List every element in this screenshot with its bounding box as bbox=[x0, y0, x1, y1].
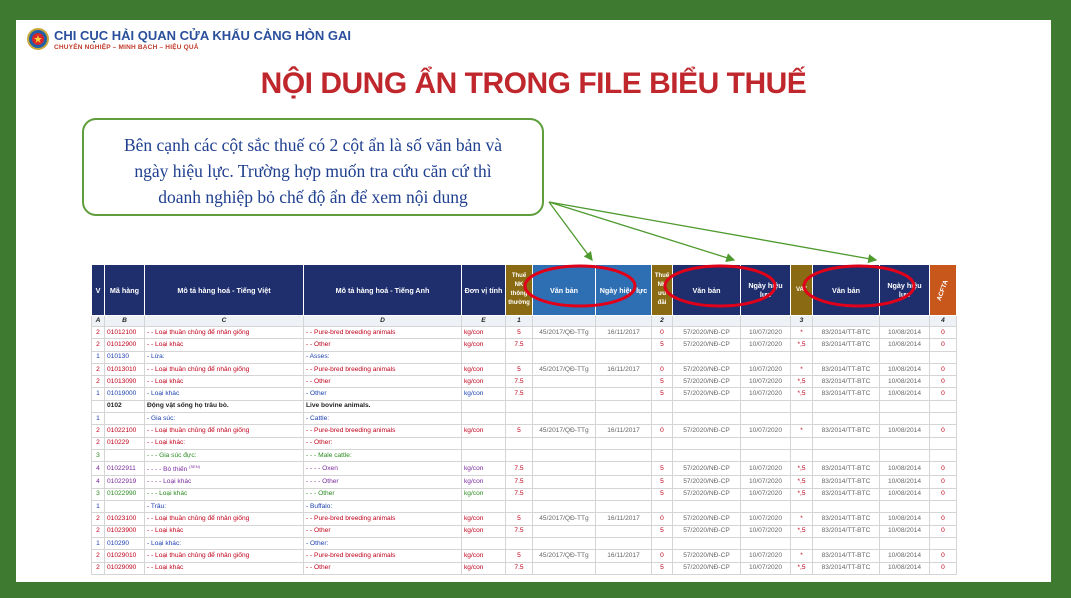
mfn-rate-cell[interactable]: 7.5 bbox=[506, 476, 533, 488]
desc-vi-cell[interactable]: - Gia súc: bbox=[145, 413, 304, 425]
hs-code-cell[interactable]: 01022911 bbox=[105, 462, 145, 476]
level-cell[interactable]: 3 bbox=[92, 488, 105, 500]
level-cell[interactable]: 3 bbox=[92, 449, 105, 461]
pref-date-cell[interactable]: 10/07/2020 bbox=[741, 388, 791, 400]
vat-cell[interactable]: * bbox=[791, 513, 813, 525]
level-cell[interactable]: 1 bbox=[92, 351, 105, 363]
acfta-cell[interactable]: 0 bbox=[930, 562, 957, 574]
pref-date-cell[interactable]: 10/07/2020 bbox=[741, 513, 791, 525]
callout-line: ngày hiệu lực. Trường hợp muốn tra cứu căn cứ thì bbox=[134, 161, 492, 181]
mfn-date-cell[interactable]: 16/11/2017 bbox=[596, 550, 652, 562]
pref-rate-cell[interactable]: 0 bbox=[652, 425, 673, 437]
vat-cell[interactable]: *,5 bbox=[791, 388, 813, 400]
hs-code-cell[interactable]: 01022100 bbox=[105, 425, 145, 437]
desc-vi-cell[interactable]: Động vật sống họ trâu bò. bbox=[145, 400, 304, 412]
pref-rate-cell[interactable]: 0 bbox=[652, 550, 673, 562]
mfn-doc-cell[interactable]: 45/2017/QĐ-TTg bbox=[533, 550, 596, 562]
column-letter: A bbox=[92, 316, 105, 327]
pref-rate-cell[interactable]: 5 bbox=[652, 525, 673, 537]
vat-cell[interactable]: *,5 bbox=[791, 488, 813, 500]
pref-date-cell[interactable]: 10/07/2020 bbox=[741, 425, 791, 437]
mfn-rate-cell[interactable]: 5 bbox=[506, 327, 533, 339]
mfn-doc-cell[interactable]: 45/2017/QĐ-TTg bbox=[533, 425, 596, 437]
level-cell[interactable]: 2 bbox=[92, 376, 105, 388]
column-letter: 3 bbox=[791, 316, 813, 327]
unit-cell[interactable]: kg/con bbox=[462, 339, 506, 351]
mfn-rate-cell[interactable]: 5 bbox=[506, 425, 533, 437]
unit-cell[interactable]: kg/con bbox=[462, 525, 506, 537]
unit-cell[interactable]: kg/con bbox=[462, 363, 506, 375]
desc-en-cell[interactable]: - - - Male cattle: bbox=[304, 449, 462, 461]
desc-vi-cell[interactable]: - Loại khác bbox=[145, 388, 304, 400]
vat-date-cell[interactable]: 10/08/2014 bbox=[880, 376, 930, 388]
vat-cell[interactable]: *,5 bbox=[791, 562, 813, 574]
desc-en-cell[interactable]: - Other bbox=[304, 388, 462, 400]
hs-code-cell[interactable]: 010290 bbox=[105, 537, 145, 549]
mfn-date-cell[interactable]: 16/11/2017 bbox=[596, 363, 652, 375]
vat-date-cell[interactable]: 10/08/2014 bbox=[880, 513, 930, 525]
vat-cell[interactable]: *,5 bbox=[791, 376, 813, 388]
desc-en-cell[interactable]: - - Other bbox=[304, 525, 462, 537]
vat-doc-cell[interactable]: 83/2014/TT-BTC bbox=[813, 388, 880, 400]
col-header[interactable]: Văn bản bbox=[533, 265, 596, 316]
level-cell[interactable]: 2 bbox=[92, 425, 105, 437]
acfta-cell[interactable]: 0 bbox=[930, 513, 957, 525]
desc-vi-cell[interactable]: - - - Loại khác bbox=[145, 488, 304, 500]
desc-en-cell[interactable]: - - Pure-bred breeding animals bbox=[304, 363, 462, 375]
column-letter: 2 bbox=[652, 316, 673, 327]
pref-doc-cell[interactable]: 57/2020/NĐ-CP bbox=[673, 363, 741, 375]
desc-en-cell[interactable]: Live bovine animals. bbox=[304, 400, 462, 412]
slide-title: NỘI DUNG ẨN TRONG FILE BIỂU THUẾ bbox=[260, 67, 807, 100]
callout-arrows bbox=[16, 20, 1051, 582]
pref-rate-cell[interactable]: 0 bbox=[652, 363, 673, 375]
desc-en-cell[interactable]: - - Other bbox=[304, 562, 462, 574]
acfta-cell[interactable]: 0 bbox=[930, 488, 957, 500]
vat-doc-cell[interactable]: 83/2014/TT-BTC bbox=[813, 550, 880, 562]
vat-doc-cell[interactable]: 83/2014/TT-BTC bbox=[813, 327, 880, 339]
col-header[interactable]: V bbox=[92, 265, 105, 316]
desc-vi-cell[interactable]: - Lừa: bbox=[145, 351, 304, 363]
pref-rate-cell[interactable]: 5 bbox=[652, 339, 673, 351]
acfta-cell[interactable]: 0 bbox=[930, 550, 957, 562]
highlight-oval-3 bbox=[804, 266, 914, 306]
vat-date-cell[interactable]: 10/08/2014 bbox=[880, 476, 930, 488]
desc-vi-cell[interactable]: - - Loại thuần chủng để nhân giống bbox=[145, 327, 304, 339]
vat-doc-cell[interactable]: 83/2014/TT-BTC bbox=[813, 562, 880, 574]
level-cell[interactable]: 2 bbox=[92, 525, 105, 537]
mfn-doc-cell[interactable]: 45/2017/QĐ-TTg bbox=[533, 513, 596, 525]
hs-code-cell[interactable]: 01013090 bbox=[105, 376, 145, 388]
level-cell[interactable]: 2 bbox=[92, 437, 105, 449]
desc-vi-cell[interactable]: - - Loại thuần chủng để nhân giống bbox=[145, 363, 304, 375]
pref-date-cell[interactable]: 10/07/2020 bbox=[741, 327, 791, 339]
col-header[interactable]: Đơn vị tính bbox=[462, 265, 506, 316]
acfta-cell[interactable]: 0 bbox=[930, 363, 957, 375]
pref-rate-cell[interactable]: 5 bbox=[652, 376, 673, 388]
desc-en-cell[interactable]: - - Other bbox=[304, 376, 462, 388]
desc-en-cell[interactable]: - - Pure-bred breeding animals bbox=[304, 425, 462, 437]
acfta-cell[interactable]: 0 bbox=[930, 388, 957, 400]
hs-code-cell[interactable]: 01029090 bbox=[105, 562, 145, 574]
mfn-rate-cell[interactable]: 7.5 bbox=[506, 339, 533, 351]
vat-cell[interactable]: * bbox=[791, 363, 813, 375]
mfn-rate-cell[interactable]: 7.5 bbox=[506, 562, 533, 574]
mfn-rate-cell[interactable]: 5 bbox=[506, 363, 533, 375]
column-letter: C bbox=[145, 316, 304, 327]
unit-cell[interactable]: kg/con bbox=[462, 376, 506, 388]
callout-line: doanh nghiệp bỏ chế độ ẩn để xem nội dung bbox=[158, 187, 468, 207]
desc-en-cell[interactable]: - - - - Other bbox=[304, 476, 462, 488]
desc-en-cell[interactable]: - - Pure-bred breeding animals bbox=[304, 327, 462, 339]
level-cell[interactable]: 1 bbox=[92, 413, 105, 425]
pref-date-cell[interactable]: 10/07/2020 bbox=[741, 339, 791, 351]
pref-rate-cell[interactable]: 5 bbox=[652, 388, 673, 400]
pref-doc-cell[interactable]: 57/2020/NĐ-CP bbox=[673, 476, 741, 488]
pref-date-cell[interactable]: 10/07/2020 bbox=[741, 376, 791, 388]
col-header[interactable]: Ngày hiệu lực bbox=[596, 265, 652, 316]
highlight-oval-1 bbox=[525, 266, 635, 306]
desc-en-cell[interactable]: - Buffalo: bbox=[304, 501, 462, 513]
unit-cell[interactable]: kg/con bbox=[462, 476, 506, 488]
vat-date-cell[interactable]: 10/08/2014 bbox=[880, 562, 930, 574]
desc-vi-cell[interactable]: - - - - Loại khác bbox=[145, 476, 304, 488]
vat-date-cell[interactable]: 10/08/2014 bbox=[880, 363, 930, 375]
highlight-oval-2 bbox=[665, 266, 775, 306]
hs-code-cell[interactable]: 010229 bbox=[105, 437, 145, 449]
pref-doc-cell[interactable]: 57/2020/NĐ-CP bbox=[673, 488, 741, 500]
vat-cell[interactable]: *,5 bbox=[791, 525, 813, 537]
pref-doc-cell[interactable]: 57/2020/NĐ-CP bbox=[673, 562, 741, 574]
callout-line: Bên cạnh các cột sắc thuế có 2 cột ẩn là số văn bản và bbox=[123, 135, 503, 155]
desc-vi-cell[interactable]: - - Loại thuần chủng để nhân giống bbox=[145, 513, 304, 525]
desc-en-cell[interactable]: - - Other bbox=[304, 339, 462, 351]
column-letter: 1 bbox=[506, 316, 533, 327]
pref-doc-cell[interactable]: 57/2020/NĐ-CP bbox=[673, 327, 741, 339]
vat-doc-cell[interactable]: 83/2014/TT-BTC bbox=[813, 376, 880, 388]
mfn-doc-cell[interactable]: 45/2017/QĐ-TTg bbox=[533, 363, 596, 375]
acfta-cell[interactable]: 0 bbox=[930, 327, 957, 339]
vat-date-cell[interactable]: 10/08/2014 bbox=[880, 327, 930, 339]
mfn-doc-cell[interactable]: 45/2017/QĐ-TTg bbox=[533, 327, 596, 339]
pref-doc-cell[interactable]: 57/2020/NĐ-CP bbox=[673, 513, 741, 525]
vat-doc-cell[interactable]: 83/2014/TT-BTC bbox=[813, 339, 880, 351]
arrow-to-col-2 bbox=[549, 202, 734, 260]
desc-vi-text: - - - - Bò thiến bbox=[147, 466, 188, 474]
vat-doc-cell[interactable]: 83/2014/TT-BTC bbox=[813, 462, 880, 476]
acfta-cell[interactable]: 0 bbox=[930, 462, 957, 476]
pref-rate-cell[interactable]: 0 bbox=[652, 327, 673, 339]
desc-en-cell[interactable]: - Cattle: bbox=[304, 413, 462, 425]
pref-rate-cell[interactable]: 5 bbox=[652, 488, 673, 500]
level-cell[interactable]: 1 bbox=[92, 388, 105, 400]
mfn-rate-cell[interactable]: 7.5 bbox=[506, 525, 533, 537]
desc-vi-cell[interactable]: - - Loại khác bbox=[145, 339, 304, 351]
desc-en-cell[interactable]: - - - - Oxen bbox=[304, 462, 462, 476]
vat-doc-cell[interactable]: 83/2014/TT-BTC bbox=[813, 425, 880, 437]
pref-date-cell[interactable]: 10/07/2020 bbox=[741, 462, 791, 476]
pref-rate-cell[interactable]: 5 bbox=[652, 562, 673, 574]
unit-cell[interactable]: kg/con bbox=[462, 462, 506, 476]
vat-cell[interactable]: * bbox=[791, 550, 813, 562]
vat-cell[interactable]: *,5 bbox=[791, 339, 813, 351]
pref-date-cell[interactable]: 10/07/2020 bbox=[741, 488, 791, 500]
col-header[interactable]: Mô tả hàng hoá - Tiếng Anh bbox=[304, 265, 462, 316]
vat-doc-cell[interactable]: 83/2014/TT-BTC bbox=[813, 513, 880, 525]
vat-date-cell[interactable]: 10/08/2014 bbox=[880, 525, 930, 537]
hs-code-cell[interactable]: 01019000 bbox=[105, 388, 145, 400]
hs-code-cell[interactable]: 01012900 bbox=[105, 339, 145, 351]
level-cell[interactable]: 4 bbox=[92, 476, 105, 488]
col-header[interactable]: VAT bbox=[791, 265, 813, 316]
unit-cell[interactable]: kg/con bbox=[462, 388, 506, 400]
col-header[interactable]: Thuế NK thông thường bbox=[506, 265, 533, 316]
acfta-cell[interactable]: 0 bbox=[930, 425, 957, 437]
hs-code-cell[interactable]: 01022919 bbox=[105, 476, 145, 488]
acfta-cell[interactable]: 0 bbox=[930, 525, 957, 537]
vat-doc-cell[interactable]: 83/2014/TT-BTC bbox=[813, 488, 880, 500]
vat-date-cell[interactable]: 10/08/2014 bbox=[880, 425, 930, 437]
col-header-label: ACFTA bbox=[936, 279, 950, 302]
level-cell[interactable]: 1 bbox=[92, 537, 105, 549]
pref-doc-cell[interactable]: 57/2020/NĐ-CP bbox=[673, 525, 741, 537]
unit-cell[interactable]: kg/con bbox=[462, 513, 506, 525]
org-motto: CHUYÊN NGHIỆP – MINH BẠCH – HIỆU QUẢ bbox=[54, 44, 199, 51]
vat-cell[interactable]: * bbox=[791, 425, 813, 437]
mfn-rate-cell[interactable]: 5 bbox=[506, 550, 533, 562]
unit-cell[interactable]: kg/con bbox=[462, 327, 506, 339]
desc-en-cell[interactable]: - - Other: bbox=[304, 437, 462, 449]
pref-doc-cell[interactable]: 57/2020/NĐ-CP bbox=[673, 462, 741, 476]
desc-vi-cell[interactable]: - - - Gia súc đực: bbox=[145, 449, 304, 461]
level-cell[interactable]: 2 bbox=[92, 550, 105, 562]
col-header[interactable]: Mô tả hàng hoá - Tiếng Việt bbox=[145, 265, 304, 316]
desc-vi-superscript: (SEN) bbox=[189, 464, 201, 470]
vat-date-cell[interactable]: 10/08/2014 bbox=[880, 550, 930, 562]
desc-vi-cell[interactable]: - - Loại khác bbox=[145, 376, 304, 388]
desc-en-cell[interactable]: - - Pure-bred breeding animals bbox=[304, 550, 462, 562]
vat-date-cell[interactable]: 10/08/2014 bbox=[880, 462, 930, 476]
org-name: CHI CỤC HẢI QUAN CỬA KHẨU CẢNG HÒN GAI bbox=[54, 28, 352, 43]
desc-en-cell[interactable]: - Asses: bbox=[304, 351, 462, 363]
col-header[interactable]: Văn bản bbox=[673, 265, 741, 316]
pref-rate-cell[interactable]: 5 bbox=[652, 462, 673, 476]
col-header[interactable]: Ngày hiệu lực bbox=[880, 265, 930, 316]
desc-vi-cell[interactable]: - - Loại thuần chủng để nhân giống bbox=[145, 425, 304, 437]
hs-code-cell[interactable]: 01023900 bbox=[105, 525, 145, 537]
desc-en-cell[interactable]: - - - Other bbox=[304, 488, 462, 500]
acfta-cell[interactable]: 0 bbox=[930, 339, 957, 351]
desc-vi-cell[interactable]: - Loại khác: bbox=[145, 537, 304, 549]
hs-code-cell[interactable]: 01023100 bbox=[105, 513, 145, 525]
level-cell[interactable]: 2 bbox=[92, 327, 105, 339]
vat-doc-cell[interactable]: 83/2014/TT-BTC bbox=[813, 525, 880, 537]
pref-date-cell[interactable]: 10/07/2020 bbox=[741, 550, 791, 562]
pref-doc-cell[interactable]: 57/2020/NĐ-CP bbox=[673, 376, 741, 388]
hs-code-cell[interactable]: 010130 bbox=[105, 351, 145, 363]
column-letter: 4 bbox=[930, 316, 957, 327]
level-cell[interactable]: 2 bbox=[92, 363, 105, 375]
unit-cell[interactable]: kg/con bbox=[462, 562, 506, 574]
mfn-rate-cell[interactable]: 7.5 bbox=[506, 376, 533, 388]
pref-doc-cell[interactable]: 57/2020/NĐ-CP bbox=[673, 339, 741, 351]
acfta-cell[interactable]: 0 bbox=[930, 476, 957, 488]
hs-code-cell[interactable]: 01012100 bbox=[105, 327, 145, 339]
pref-rate-cell[interactable]: 5 bbox=[652, 476, 673, 488]
vat-cell[interactable]: * bbox=[791, 327, 813, 339]
col-header[interactable]: Thuế NK ưu đãi bbox=[652, 265, 673, 316]
vat-date-cell[interactable]: 10/08/2014 bbox=[880, 339, 930, 351]
pref-doc-cell[interactable]: 57/2020/NĐ-CP bbox=[673, 550, 741, 562]
pref-rate-cell[interactable]: 0 bbox=[652, 513, 673, 525]
desc-vi-cell[interactable]: - - Loại khác bbox=[145, 525, 304, 537]
level-cell[interactable]: 2 bbox=[92, 562, 105, 574]
pref-doc-cell[interactable]: 57/2020/NĐ-CP bbox=[673, 425, 741, 437]
mfn-date-cell[interactable]: 16/11/2017 bbox=[596, 513, 652, 525]
level-cell[interactable]: 4 bbox=[92, 462, 105, 476]
vat-doc-cell[interactable]: 83/2014/TT-BTC bbox=[813, 363, 880, 375]
desc-vi-cell[interactable]: - Trâu: bbox=[145, 501, 304, 513]
column-letter: B bbox=[105, 316, 145, 327]
unit-cell[interactable]: kg/con bbox=[462, 425, 506, 437]
unit-cell[interactable]: kg/con bbox=[462, 488, 506, 500]
mfn-date-cell[interactable]: 16/11/2017 bbox=[596, 425, 652, 437]
arrow-to-col-1 bbox=[549, 202, 592, 260]
mfn-rate-cell[interactable]: 7.5 bbox=[506, 388, 533, 400]
slide bbox=[16, 20, 1051, 582]
level-cell[interactable]: 2 bbox=[92, 513, 105, 525]
column-letter: D bbox=[304, 316, 462, 327]
hs-code-cell[interactable]: 0102 bbox=[105, 400, 145, 412]
pref-date-cell[interactable]: 10/07/2020 bbox=[741, 363, 791, 375]
pref-doc-cell[interactable]: 57/2020/NĐ-CP bbox=[673, 388, 741, 400]
vat-date-cell[interactable]: 10/08/2014 bbox=[880, 388, 930, 400]
acfta-cell[interactable]: 0 bbox=[930, 376, 957, 388]
mfn-rate-cell[interactable]: 5 bbox=[506, 513, 533, 525]
pref-date-cell[interactable]: 10/07/2020 bbox=[741, 476, 791, 488]
level-cell[interactable]: 2 bbox=[92, 339, 105, 351]
mfn-date-cell[interactable]: 16/11/2017 bbox=[596, 327, 652, 339]
arrow-to-col-3 bbox=[549, 202, 876, 260]
hs-code-cell[interactable]: 01022990 bbox=[105, 488, 145, 500]
col-header[interactable]: Mã hàng bbox=[105, 265, 145, 316]
pref-date-cell[interactable]: 10/07/2020 bbox=[741, 525, 791, 537]
pref-date-cell[interactable]: 10/07/2020 bbox=[741, 562, 791, 574]
desc-vi-cell[interactable]: - - Loại thuần chủng để nhân giống bbox=[145, 550, 304, 562]
mfn-rate-cell[interactable]: 7.5 bbox=[506, 488, 533, 500]
col-header[interactable]: Văn bản bbox=[813, 265, 880, 316]
desc-en-cell[interactable]: - - Pure-bred breeding animals bbox=[304, 513, 462, 525]
level-cell[interactable]: 1 bbox=[92, 501, 105, 513]
vat-doc-cell[interactable]: 83/2014/TT-BTC bbox=[813, 476, 880, 488]
desc-en-cell[interactable]: - Other: bbox=[304, 537, 462, 549]
hs-code-cell[interactable]: 01013010 bbox=[105, 363, 145, 375]
mfn-rate-cell[interactable]: 7.5 bbox=[506, 462, 533, 476]
hs-code-cell[interactable]: 01029010 bbox=[105, 550, 145, 562]
col-header[interactable]: Ngày hiệu lực bbox=[741, 265, 791, 316]
vat-date-cell[interactable]: 10/08/2014 bbox=[880, 488, 930, 500]
column-letter: E bbox=[462, 316, 506, 327]
vat-cell[interactable]: *,5 bbox=[791, 462, 813, 476]
unit-cell[interactable]: kg/con bbox=[462, 550, 506, 562]
vat-cell[interactable]: *,5 bbox=[791, 476, 813, 488]
desc-vi-cell[interactable]: - - Loại khác bbox=[145, 562, 304, 574]
desc-vi-cell[interactable]: - - Loại khác: bbox=[145, 437, 304, 449]
